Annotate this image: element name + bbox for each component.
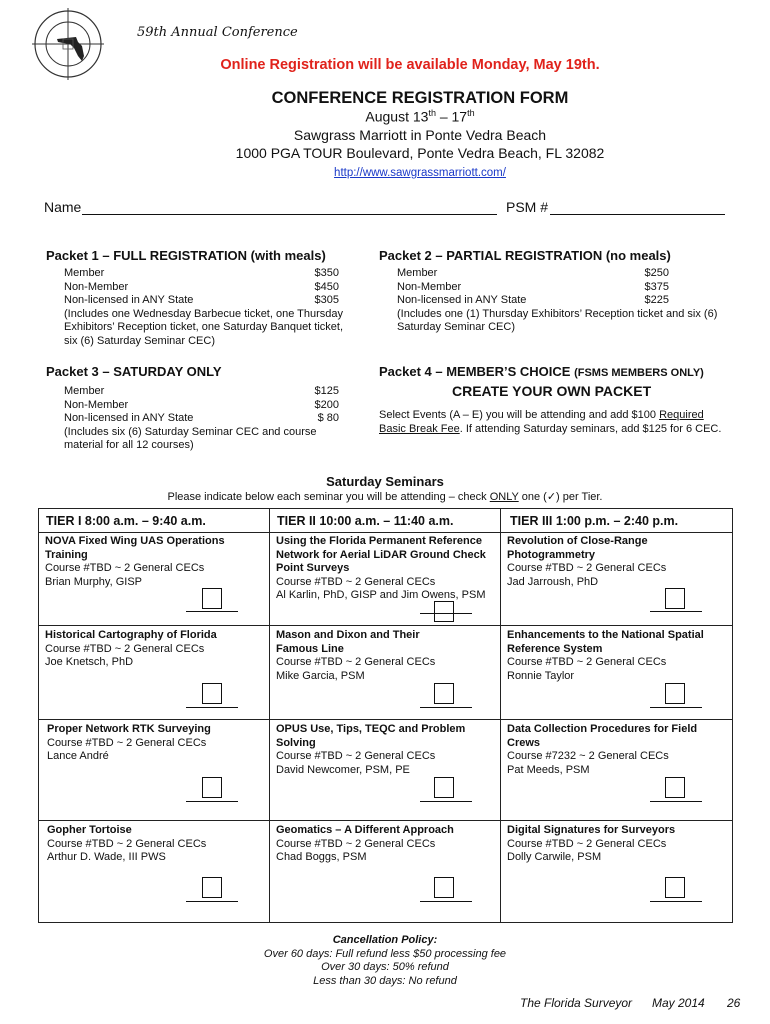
seminar-checkbox[interactable]	[434, 601, 454, 622]
cancellation-line: Over 30 days: 50% refund	[321, 961, 449, 973]
row-price: $350	[314, 267, 339, 279]
seminar-speaker: Lance André	[47, 750, 109, 762]
seminar-course: Course #TBD ~ 2 General CECs	[47, 837, 207, 850]
cancellation-line: Less than 30 days: No refund	[313, 974, 457, 987]
conference-label: 59th Annual Conference	[137, 25, 298, 40]
date-start: August 13	[365, 108, 429, 125]
seminar-cell	[507, 824, 722, 865]
footer-issue: May 2014	[652, 996, 705, 1010]
seminar-cell	[507, 629, 722, 683]
seminar-speaker: Ronnie Taylor	[507, 669, 575, 682]
seminar-title: Gopher Tortoise	[47, 824, 132, 836]
seminar-course: Course #TBD ~ 2 General CECs	[507, 562, 667, 574]
seminar-title: Digital Signatures for Surveyors	[507, 824, 676, 836]
seminar-course: Course #TBD ~ 2 General CECs	[276, 575, 436, 588]
instr-1: Please indicate below each seminar you will be attending – check	[167, 491, 490, 503]
seminar-title: Enhancements to the National Spatial Reference System	[507, 629, 704, 655]
seminar-speaker: David Newcomer, PSM, PE	[276, 763, 410, 776]
seminar-title: Revolution of Close-Range Photogrammetry	[507, 535, 648, 561]
seminar-checkbox[interactable]	[434, 683, 454, 704]
packet-4-text-1: Select Events (A – E) you will be attending and add $100	[379, 409, 660, 421]
seminar-speaker: Pat Meeds, PSM	[507, 763, 590, 776]
seminar-course: Course #TBD ~ 2 General CECs	[507, 656, 667, 668]
row-label: Non-licensed in ANY State	[397, 294, 527, 306]
packet-3-title: Packet 3 – SATURDAY ONLY	[46, 364, 222, 379]
seminar-speaker: Arthur D. Wade, III PWS	[47, 851, 166, 863]
packet-4-subtitle: CREATE YOUR OWN PACKET	[452, 383, 652, 399]
seminar-cell	[45, 535, 260, 589]
footer-page-number: 26	[727, 996, 741, 1010]
packet-2-note: (Includes one (1) Thursday Exhibitors’ Reception ticket and six (6) Saturday Seminar CEC)	[397, 307, 718, 333]
seminar-title: Data Collection Procedures for Field Crews	[507, 723, 698, 749]
row-label: Member	[397, 267, 438, 279]
seminar-title: Geomatics – A Different Approach	[276, 824, 454, 836]
online-registration-notice: Online Registration will be available Monday, May 19th.	[220, 57, 600, 73]
seminar-checkbox[interactable]	[665, 877, 685, 898]
packet-1-note: (Includes one Wednesday Barbecue ticket, one Thursday Exhibitors’ Reception ticket, one Saturday Banquet ticket, six (6) Saturday Seminar CEC)	[64, 307, 344, 347]
seminars-title: Saturday Seminars	[326, 474, 444, 489]
seminar-title: Proper Network RTK Surveying	[47, 723, 211, 735]
row-label: Member	[64, 385, 105, 397]
row-label: Non-licensed in ANY State	[64, 412, 194, 424]
seminar-checkbox[interactable]	[665, 777, 685, 798]
row-label: Non-Member	[64, 280, 129, 293]
packet-4-text-2: . If attending Saturday seminars, add $125 for 6 CEC.	[459, 422, 722, 435]
seminar-checkbox[interactable]	[202, 683, 222, 704]
packet-1-title: Packet 1 – FULL REGISTRATION (with meals)	[46, 248, 326, 263]
venue-address: 1000 PGA TOUR Boulevard, Ponte Vedra Beach, FL 32082	[235, 145, 605, 161]
seminar-cell	[507, 723, 722, 777]
seminar-cell	[276, 824, 491, 865]
seminar-checkbox[interactable]	[202, 877, 222, 898]
seminar-cell	[47, 723, 262, 764]
cancellation-policy	[0, 934, 770, 988]
seminar-cell	[276, 535, 498, 603]
row-price: $450	[314, 280, 339, 293]
seminar-course: Course #TBD ~ 2 General CECs	[45, 562, 205, 574]
venue: Sawgrass Marriott in Ponte Vedra Beach	[293, 127, 547, 143]
seminar-cell	[45, 629, 260, 670]
seminar-title: Mason and Dixon and Their Famous Line	[276, 629, 420, 655]
instr-underlined: ONLY	[489, 491, 519, 503]
instr-2: one (✓) per Tier.	[518, 491, 603, 503]
seminar-title: Historical Cartography of Florida	[45, 629, 217, 641]
row-price: $250	[644, 267, 669, 279]
row-label: Member	[64, 267, 105, 279]
footer-publication: The Florida Surveyor	[520, 996, 633, 1010]
tier-2-header: TIER II 10:00 a.m. – 11:40 a.m.	[277, 514, 454, 528]
seminar-checkbox[interactable]	[434, 777, 454, 798]
seminar-speaker: Dolly Carwile, PSM	[507, 851, 602, 863]
cancellation-line: Over 60 days: Full refund less $50 processing fee	[263, 947, 507, 960]
seminar-cell	[507, 535, 722, 589]
date-end: – 17	[435, 108, 468, 125]
form-title: CONFERENCE REGISTRATION FORM	[271, 89, 569, 107]
seminar-checkbox[interactable]	[665, 683, 685, 704]
psm-label: PSM #	[506, 199, 549, 215]
packet-4-text-underlined: Required Basic Break Fee	[379, 409, 704, 435]
seminar-course: Course #TBD ~ 2 General CECs	[45, 642, 205, 655]
seminar-course: Course #TBD ~ 2 General CECs	[276, 656, 436, 668]
seminar-cell	[276, 723, 491, 777]
seminar-course: Course #TBD ~ 2 General CECs	[276, 837, 436, 850]
seminar-speaker: Chad Boggs, PSM	[276, 851, 367, 863]
cancellation-title: Cancellation Policy:	[332, 934, 438, 946]
seminar-course: Course #TBD ~ 2 General CECs	[507, 837, 667, 850]
tier-3-header: TIER III 1:00 p.m. – 2:40 p.m.	[510, 514, 679, 528]
seminar-cell	[47, 824, 262, 865]
seminar-checkbox[interactable]	[202, 777, 222, 798]
row-price: $305	[314, 294, 339, 306]
seminar-speaker: Al Karlin, PhD, GISP and Jim Owens, PSM	[276, 589, 486, 601]
seminar-speaker: Joe Knetsch, PhD	[45, 656, 134, 668]
seminar-checkbox[interactable]	[202, 588, 222, 609]
tier-1-header: TIER I 8:00 a.m. – 9:40 a.m.	[46, 514, 206, 528]
seminar-speaker: Brian Murphy, GISP	[45, 575, 142, 588]
seminar-course: Course #7232 ~ 2 General CECs	[507, 750, 669, 762]
packet-3-note: (Includes six (6) Saturday Seminar CEC and course material for all 12 courses)	[64, 425, 317, 451]
row-label: Non-licensed in ANY State	[64, 294, 194, 306]
packet-4-title-small: (FSMS MEMBERS ONLY)	[574, 367, 704, 379]
row-price: $225	[644, 294, 669, 306]
name-label: Name	[44, 199, 82, 215]
packet-4-title: Packet 4 – MEMBER’S CHOICE	[379, 364, 571, 379]
seminar-checkbox[interactable]	[434, 877, 454, 898]
seminar-title: OPUS Use, Tips, TEQC and Problem Solving	[276, 723, 466, 749]
row-price: $375	[644, 280, 669, 293]
date-sup-1: th	[428, 108, 436, 118]
seminar-checkbox[interactable]	[665, 588, 685, 609]
seminar-speaker: Mike Garcia, PSM	[276, 669, 365, 682]
row-label: Non-Member	[397, 280, 462, 293]
venue-website-link[interactable]: http://www.sawgrassmarriott.com/	[334, 167, 506, 179]
date-sup-2: th	[467, 108, 475, 118]
seminar-speaker: Jad Jarroush, PhD	[507, 575, 599, 588]
seminar-title: NOVA Fixed Wing UAS Operations Training	[45, 535, 225, 561]
row-label: Non-Member	[64, 398, 129, 411]
row-price: $ 80	[317, 412, 339, 424]
seminar-title: Using the Florida Permanent Reference Network for Aerial LiDAR Ground Check Point Surveys	[276, 535, 486, 574]
packet-2-title: Packet 2 – PARTIAL REGISTRATION (no meals)	[379, 248, 671, 263]
row-price: $200	[314, 398, 339, 411]
row-price: $125	[314, 385, 339, 397]
seminar-course: Course #TBD ~ 2 General CECs	[276, 750, 436, 762]
seminar-cell	[276, 629, 436, 683]
seminar-course: Course #TBD ~ 2 General CECs	[47, 736, 207, 749]
